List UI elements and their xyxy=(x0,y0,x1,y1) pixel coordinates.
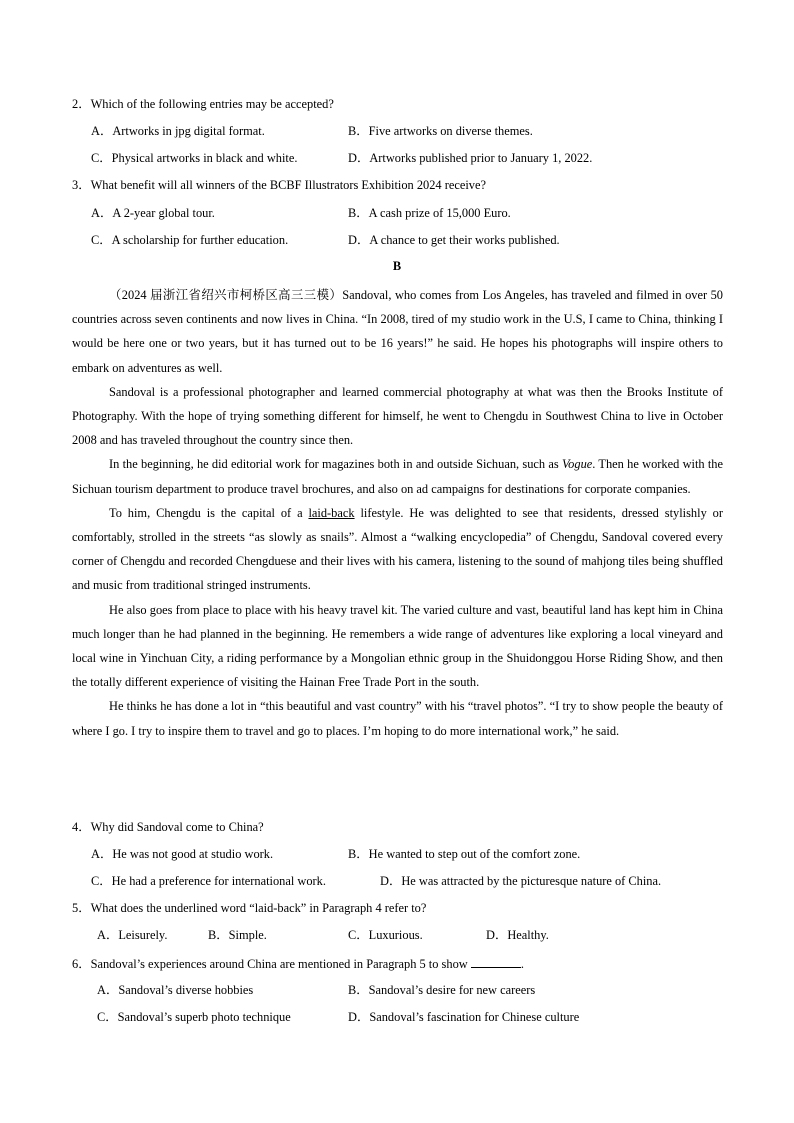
question-3-option-b: B．A cash prize of 15,000 Euro. xyxy=(348,206,511,220)
passage-paragraph-4 xyxy=(72,501,723,598)
question-6-stem xyxy=(72,955,524,972)
underlined-word: laid-back xyxy=(308,505,355,520)
question-5-option-d: D．Healthy. xyxy=(486,928,549,942)
passage-paragraph-5: He also goes from place to place with his heavy travel kit. The varied culture and vast, beautiful land has kept him in China much longer than he had planned in the beginning. He remembers a wide range of adventures like exploring a local vineyard and local wine in Yinchuan City, a riding performance by a Mongolian ethnic group in the Shuidonggou Horse Riding Show, and then the totally different experience of visiting the Hainan Free Trade Port in the south. xyxy=(72,602,723,690)
paragraph-3-text-b: . Then he worked with the Sichuan tourism department to produce travel brochures, and also on ad campaigns for destinations for corporate companies. xyxy=(72,457,724,496)
paragraph-4-text-a: To him, Chengdu is the capital of a xyxy=(109,505,309,520)
reading-passage xyxy=(72,283,723,743)
magazine-name: Vogue xyxy=(561,457,593,472)
question-4-stem: 4．Why did Sandoval come to China? xyxy=(72,820,264,834)
question-6-option-b: B．Sandoval’s desire for new careers xyxy=(348,983,536,997)
section-title: B xyxy=(392,259,402,273)
question-2-option-b: B．Five artworks on diverse themes. xyxy=(348,124,533,138)
question-6-stem-text: 6．Sandoval’s experiences around China are mentioned in Paragraph 5 to show xyxy=(72,957,468,971)
passage-paragraph-2: Sandoval is a professional photographer and learned commercial photography at what was then the Brooks Institute of Photography. With the hope of trying something different for himself, he went to Chengdu in Southwest China to live in October 2008 and has traveled throughout the country since then. xyxy=(72,384,723,448)
paragraph-3-text-a: In the beginning, he did editorial work for magazines both in and outside Sichuan, such as xyxy=(109,457,562,472)
passage-paragraph-3 xyxy=(72,452,723,500)
question-6-stem-end: . xyxy=(520,957,524,971)
question-2-option-c: C．Physical artworks in black and white. xyxy=(91,151,298,165)
question-4-option-a: A．He was not good at studio work. xyxy=(91,847,274,861)
question-5-option-c: C．Luxurious. xyxy=(348,928,423,942)
question-3-stem: 3．What benefit will all winners of the BCBF Illustrators Exhibition 2024 receive? xyxy=(72,178,486,192)
question-4-option-c: C．He had a preference for international work. xyxy=(91,874,326,888)
question-4-option-d: D．He was attracted by the picturesque nature of China. xyxy=(380,874,662,888)
question-2-option-d: D．Artworks published prior to January 1, 2022. xyxy=(348,151,593,165)
passage-paragraph-1: （2024 届浙江省绍兴市柯桥区高三三模）Sandoval, who comes from Los Angeles, has traveled and filmed in over 50 countries across seven continents and now lives in China. “In 2008, tired of my studio work in the U.S, I came to China, thinking I would be here one or two years, but it has turned out to be 16 years!” he said. He hopes his photographs will inspire others to embark on adventures as well. xyxy=(72,288,723,375)
question-6-option-d: D．Sandoval’s fascination for Chinese culture xyxy=(348,1010,580,1024)
question-6-option-c: C．Sandoval’s superb photo technique xyxy=(97,1010,291,1024)
paragraph-4-text-b: lifestyle. He was delighted to see that residents, dressed stylishly or comfortably, strolled in the streets “as slowly as snails”. Almost a “walking encyclopedia” of Chengdu, Sandoval covered every corner of Chengdu and recorded Chengduese and their lives with his camera, listening to the sound of mahjong tiles being shuffled and music from traditional stringed instruments. xyxy=(72,505,723,593)
passage-paragraph-6: He thinks he has done a lot in “this beautiful and vast country” with his “travel photos”. “I try to show people the beauty of where I go. I try to inspire them to travel and go to places. I’m hoping to do more international work,” he said. xyxy=(72,699,723,738)
question-3-option-a: A．A 2-year global tour. xyxy=(91,206,215,220)
question-5-stem: 5．What does the underlined word “laid-back” in Paragraph 4 refer to? xyxy=(72,901,427,915)
question-6-option-a: A．Sandoval’s diverse hobbies xyxy=(97,983,254,997)
question-3-option-d: D．A chance to get their works published. xyxy=(348,233,560,247)
question-2-option-a: A．Artworks in jpg digital format. xyxy=(91,124,265,138)
question-5-option-b: B．Simple. xyxy=(208,928,267,942)
question-4-option-b: B．He wanted to step out of the comfort zone. xyxy=(348,847,581,861)
question-5-option-a: A．Leisurely. xyxy=(97,928,168,942)
question-3-option-c: C．A scholarship for further education. xyxy=(91,233,289,247)
question-2-stem: 2．Which of the following entries may be accepted? xyxy=(72,97,334,111)
answer-blank xyxy=(471,955,521,968)
